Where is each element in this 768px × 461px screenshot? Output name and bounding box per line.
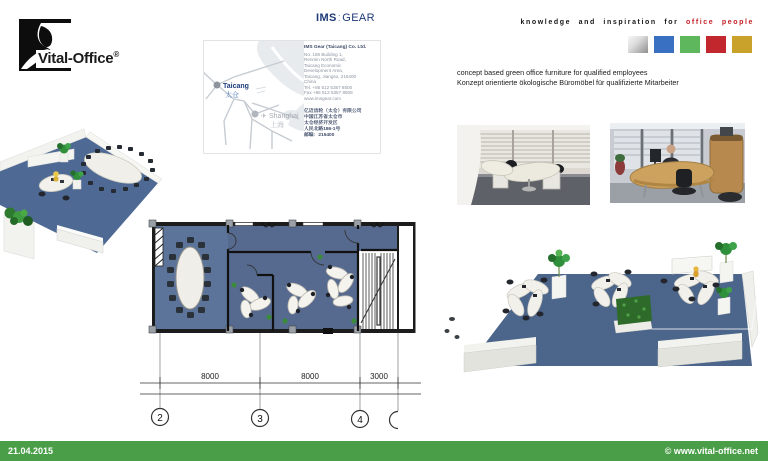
dimension-label-3: 3000 [370, 372, 388, 381]
conference-table-plan [176, 247, 204, 309]
concept-text-de: Konzept orientierte ökologische Büromöbel für qualifizierte Mitarbeiter [457, 77, 679, 87]
concept-text [457, 68, 757, 88]
registered-mark: ® [113, 50, 119, 59]
shanghai-dot [252, 111, 259, 118]
office-photo-left [457, 125, 590, 205]
stray-chairs [445, 317, 460, 339]
grid-bubble-2: 2 [157, 413, 163, 424]
location-map [204, 41, 304, 151]
palette-square-blue [654, 36, 674, 53]
tagline-highlight: office people [686, 19, 754, 26]
map-label-taicang: Taicang [223, 83, 249, 90]
staircase [361, 253, 395, 329]
green-hedge [614, 295, 652, 333]
floor-plan [135, 195, 425, 435]
footer-bar [0, 441, 768, 461]
concept-text-en: concept based green office furniture for qualified employees [457, 68, 648, 77]
render-open-office [440, 225, 768, 420]
map-label-taicang-cn: 太仓 [225, 92, 239, 99]
grid-bubble-4: 4 [357, 415, 363, 426]
dimension-label-2: 8000 [301, 372, 319, 381]
palette-square-red [706, 36, 726, 53]
palette-square-silver [628, 36, 648, 53]
grid-bubble-partial [390, 412, 399, 429]
figure-yellow [53, 171, 59, 177]
render-meeting-room [0, 113, 168, 265]
map-label-shanghai: Shanghai [269, 113, 299, 120]
figure-yellow-2 [693, 266, 698, 271]
taicang-dot [214, 82, 221, 89]
company-name: IMS Gear (Taicang) Co. Ltd. [304, 45, 367, 50]
small-plant [716, 287, 732, 315]
footer-date: 21.04.2015 [8, 446, 54, 456]
company-address-cn: 亿迈齿轮（太仓）有限公司 中国江苏省太仓市 太仓经济开发区 人民北路186-1号 邮编：215400 [304, 109, 362, 138]
footer-website: © www.vital-office.net [664, 446, 758, 456]
office-photo-right [610, 123, 745, 203]
palette-square-green [680, 36, 700, 53]
color-palette-row [628, 36, 752, 53]
dimension-label-1: 8000 [201, 372, 219, 381]
ims-gear-logo: IMS:GEAR [316, 12, 376, 24]
plane-icon: ✈ [261, 113, 267, 120]
palette-square-gold [732, 36, 752, 53]
partition-screen [672, 256, 712, 274]
brand-name: Vital-Office® [36, 50, 122, 68]
company-address: IMS Gear (Taicang) Co. Ltd. No. 186 Building 1, Renmin North Road, Taicang Economic Development Area, Taicang, Jiangsu, 215400 China Tel. +86 512 5357 8500 Fax +86 512 5357 8508 www.imsgear.com [304, 45, 376, 101]
tagline: knowledge and inspiration for office people [520, 19, 754, 26]
grid-bubble-3: 3 [257, 414, 263, 425]
map-label-shanghai-cn: 上海 [270, 122, 284, 129]
